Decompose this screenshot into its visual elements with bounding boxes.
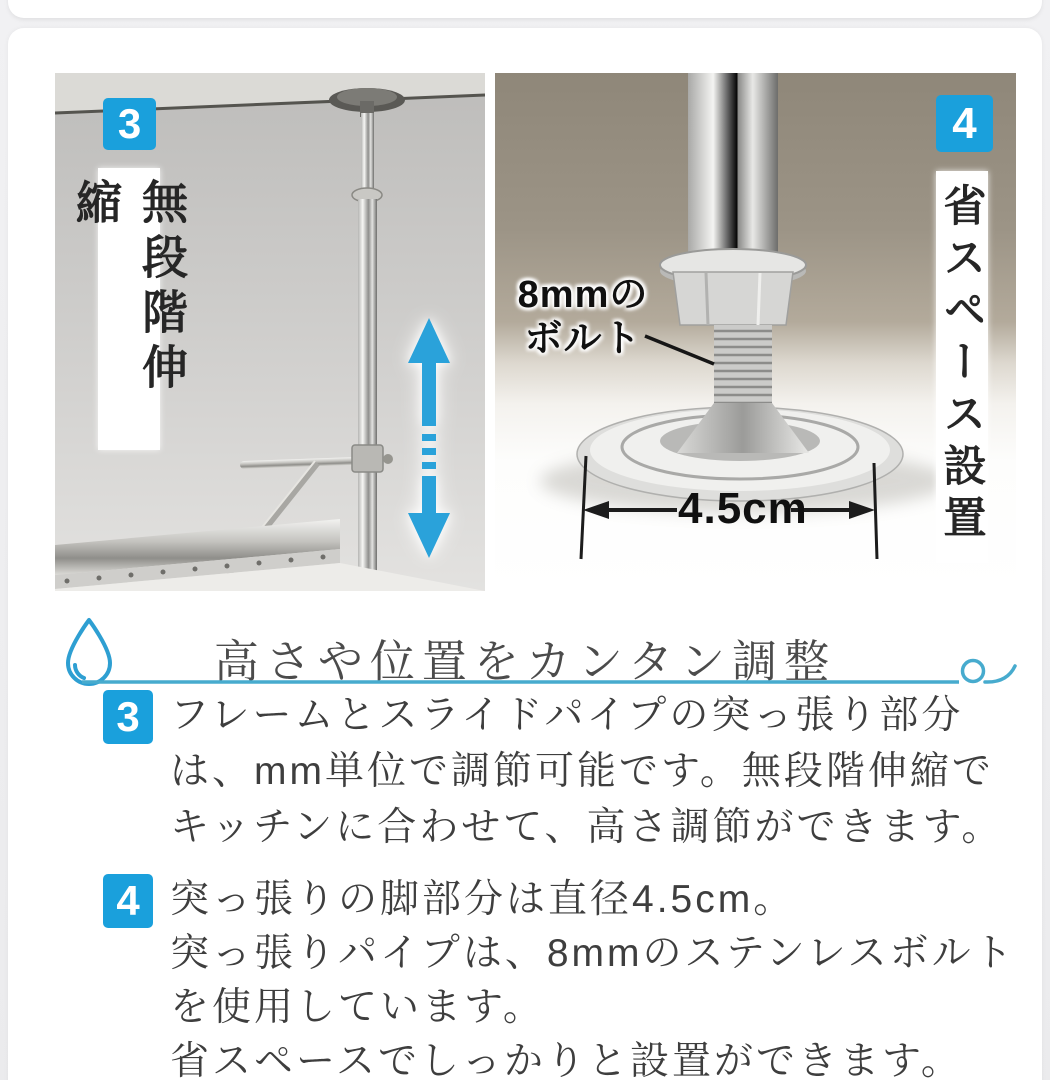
step-badge-3-photo — [103, 98, 156, 150]
heading-underline — [74, 656, 1034, 692]
extension-double-arrow-icon — [407, 318, 451, 558]
bolt-size-label — [513, 273, 653, 361]
vertical-caption-stepless — [70, 168, 188, 450]
vertical-caption-space-saving-text: 省スペース設置 — [937, 183, 986, 547]
bolt-size-label-line2: ボルト — [524, 318, 642, 360]
step-badge-4-text-number: 4 — [116, 877, 140, 924]
step-badge-3-text-number: 3 — [116, 693, 140, 740]
step-3-line: キッチンに合わせて、高さ調節ができます。 — [170, 806, 1004, 849]
step-4-line: を使用しています。 — [170, 986, 545, 1029]
step-4-line: 省スペースでしっかりと設置ができます。 — [170, 1040, 963, 1080]
previous-card-remnant — [8, 0, 1042, 18]
step-badge-3-text — [103, 690, 153, 744]
step-4-description — [170, 873, 1030, 1080]
step-badge-3-number: 3 — [117, 100, 142, 147]
vertical-caption-space-saving — [936, 171, 988, 563]
step-badge-4-text — [103, 874, 153, 928]
photo-foot-closeup — [495, 73, 1016, 591]
step-4-line: 突っ張りの脚部分は直径4.5cm。 — [170, 878, 796, 921]
step-badge-4-photo — [936, 95, 993, 152]
bolt-size-label-line1: 8mmの — [517, 274, 649, 316]
vertical-caption-stepless-text: 無段階伸縮 — [70, 178, 188, 398]
description-card — [8, 28, 1042, 1080]
step-3-line: は、mm単位で調節可能です。無段階伸縮で — [170, 750, 994, 793]
step-3-description — [170, 688, 1030, 856]
step-badge-4-number: 4 — [952, 98, 977, 148]
step-4-line: 突っ張りパイプは、8mmのステンレスボルト — [170, 932, 1016, 975]
photo-stepless-extension — [55, 73, 485, 591]
diameter-measurement-label: 4.5cm — [678, 484, 808, 533]
step-3-line: フレームとスライドパイプの突っ張り部分 — [170, 694, 964, 737]
section-heading: 高さや位置をカンタン調整 — [213, 636, 837, 687]
